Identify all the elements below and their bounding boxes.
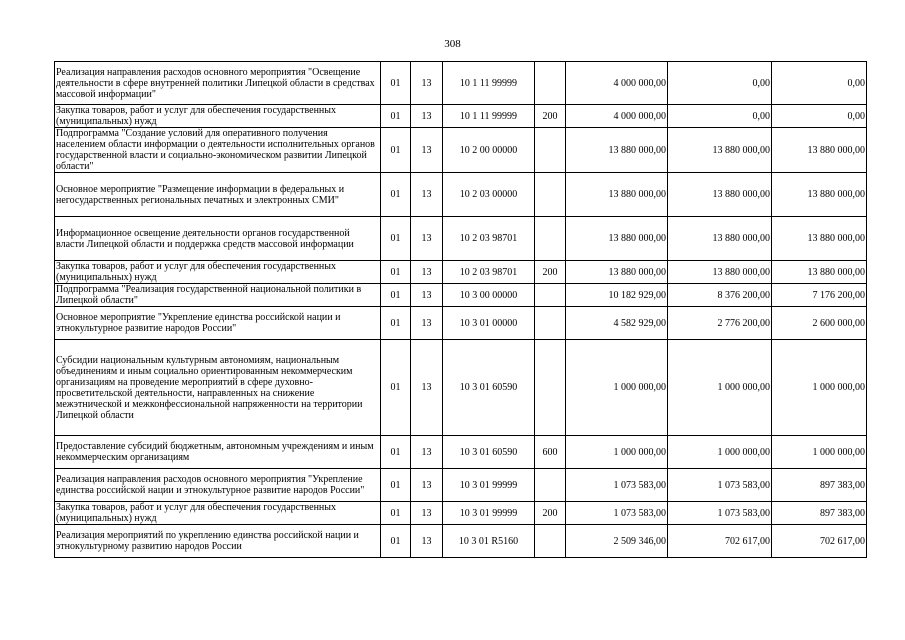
section-code: 01 <box>381 525 411 558</box>
table-row <box>55 62 867 105</box>
row-name: Закупка товаров, работ и услуг для обеспечения государственных (муниципальных) нужд <box>55 261 381 284</box>
section-code: 01 <box>381 340 411 436</box>
amount-year-2: 1 073 583,00 <box>668 502 772 525</box>
expense-type-code <box>535 128 566 173</box>
section-code: 01 <box>381 469 411 502</box>
table-row <box>55 284 867 307</box>
row-name: Субсидии национальным культурным автономиям, национальным объединениям и иным социально ориентированным некоммерческим организациям на проведение мероприятий в сфере духовно-просветительской деятельности, направленных на снижение межэтнической и межконфессиональной напряженности на территории Липецкой области <box>55 340 381 436</box>
row-name: Закупка товаров, работ и услуг для обеспечения государственных (муниципальных) нужд <box>55 105 381 128</box>
expense-type-code <box>535 307 566 340</box>
amount-year-1: 13 880 000,00 <box>566 173 668 217</box>
target-article-code: 10 1 11 99999 <box>443 62 535 105</box>
row-name: Подпрограмма "Реализация государственной национальной политики в Липецкой области" <box>55 284 381 307</box>
budget-table <box>54 61 867 558</box>
expense-type-code <box>535 469 566 502</box>
table-body <box>55 62 867 558</box>
amount-year-2: 13 880 000,00 <box>668 128 772 173</box>
amount-year-1: 4 582 929,00 <box>566 307 668 340</box>
row-name: Предоставление субсидий бюджетным, автономным учреждениям и иным некоммерческим организациям <box>55 436 381 469</box>
target-article-code: 10 3 01 60590 <box>443 436 535 469</box>
amount-year-2: 8 376 200,00 <box>668 284 772 307</box>
amount-year-3: 1 000 000,00 <box>772 436 867 469</box>
subsection-code: 13 <box>411 436 443 469</box>
amount-year-3: 897 383,00 <box>772 469 867 502</box>
section-code: 01 <box>381 217 411 261</box>
subsection-code: 13 <box>411 217 443 261</box>
row-name: Подпрограмма "Создание условий для оперативного получения населением области информации о деятельности исполнительных органов государственной власти и социально-экономическом развитии Липецкой области" <box>55 128 381 173</box>
expense-type-code <box>535 173 566 217</box>
expense-type-code: 200 <box>535 105 566 128</box>
subsection-code: 13 <box>411 469 443 502</box>
amount-year-3: 702 617,00 <box>772 525 867 558</box>
subsection-code: 13 <box>411 502 443 525</box>
amount-year-3: 13 880 000,00 <box>772 261 867 284</box>
target-article-code: 10 3 01 99999 <box>443 502 535 525</box>
table-row <box>55 173 867 217</box>
target-article-code: 10 3 00 00000 <box>443 284 535 307</box>
amount-year-2: 1 000 000,00 <box>668 436 772 469</box>
expense-type-code <box>535 340 566 436</box>
amount-year-2: 0,00 <box>668 62 772 105</box>
target-article-code: 10 3 01 00000 <box>443 307 535 340</box>
amount-year-2: 13 880 000,00 <box>668 217 772 261</box>
table-row <box>55 261 867 284</box>
row-name: Реализация направления расходов основного мероприятия "Укрепление единства российской нации и этнокультурное развитие народов России" <box>55 469 381 502</box>
amount-year-3: 0,00 <box>772 62 867 105</box>
subsection-code: 13 <box>411 284 443 307</box>
amount-year-2: 13 880 000,00 <box>668 261 772 284</box>
table-row <box>55 502 867 525</box>
amount-year-1: 1 073 583,00 <box>566 469 668 502</box>
amount-year-1: 13 880 000,00 <box>566 217 668 261</box>
amount-year-1: 1 000 000,00 <box>566 340 668 436</box>
section-code: 01 <box>381 436 411 469</box>
table-row <box>55 307 867 340</box>
section-code: 01 <box>381 128 411 173</box>
amount-year-2: 702 617,00 <box>668 525 772 558</box>
expense-type-code: 200 <box>535 502 566 525</box>
amount-year-1: 10 182 929,00 <box>566 284 668 307</box>
row-name: Информационное освещение деятельности органов государственной власти Липецкой области и поддержка средств массовой информации <box>55 217 381 261</box>
expense-type-code <box>535 217 566 261</box>
target-article-code: 10 3 01 99999 <box>443 469 535 502</box>
row-name: Реализация направления расходов основного мероприятия "Освещение деятельности в сфере внутренней политики Липецкой области в средствах массовой информации" <box>55 62 381 105</box>
target-article-code: 10 3 01 60590 <box>443 340 535 436</box>
amount-year-3: 0,00 <box>772 105 867 128</box>
row-name: Основное мероприятие "Размещение информации в федеральных и негосударственных региональных печатных и электронных СМИ" <box>55 173 381 217</box>
amount-year-3: 13 880 000,00 <box>772 173 867 217</box>
table-row <box>55 217 867 261</box>
amount-year-2: 2 776 200,00 <box>668 307 772 340</box>
section-code: 01 <box>381 62 411 105</box>
amount-year-1: 13 880 000,00 <box>566 261 668 284</box>
amount-year-1: 13 880 000,00 <box>566 128 668 173</box>
amount-year-1: 2 509 346,00 <box>566 525 668 558</box>
table-row <box>55 105 867 128</box>
page-number: 308 <box>444 38 461 50</box>
amount-year-1: 4 000 000,00 <box>566 105 668 128</box>
amount-year-3: 2 600 000,00 <box>772 307 867 340</box>
amount-year-2: 1 000 000,00 <box>668 340 772 436</box>
amount-year-3: 897 383,00 <box>772 502 867 525</box>
target-article-code: 10 1 11 99999 <box>443 105 535 128</box>
expense-type-code <box>535 525 566 558</box>
section-code: 01 <box>381 261 411 284</box>
target-article-code: 10 2 00 00000 <box>443 128 535 173</box>
target-article-code: 10 3 01 R5160 <box>443 525 535 558</box>
subsection-code: 13 <box>411 525 443 558</box>
target-article-code: 10 2 03 00000 <box>443 173 535 217</box>
amount-year-3: 13 880 000,00 <box>772 217 867 261</box>
amount-year-1: 1 000 000,00 <box>566 436 668 469</box>
expense-type-code <box>535 284 566 307</box>
section-code: 01 <box>381 284 411 307</box>
table-row <box>55 340 867 436</box>
expense-type-code <box>535 62 566 105</box>
row-name: Реализация мероприятий по укреплению единства российской нации и этнокультурному развитию народов России <box>55 525 381 558</box>
subsection-code: 13 <box>411 173 443 217</box>
section-code: 01 <box>381 173 411 217</box>
subsection-code: 13 <box>411 340 443 436</box>
amount-year-3: 7 176 200,00 <box>772 284 867 307</box>
subsection-code: 13 <box>411 261 443 284</box>
section-code: 01 <box>381 105 411 128</box>
section-code: 01 <box>381 502 411 525</box>
table-row <box>55 469 867 502</box>
subsection-code: 13 <box>411 105 443 128</box>
target-article-code: 10 2 03 98701 <box>443 261 535 284</box>
row-name: Закупка товаров, работ и услуг для обеспечения государственных (муниципальных) нужд <box>55 502 381 525</box>
amount-year-3: 1 000 000,00 <box>772 340 867 436</box>
amount-year-2: 13 880 000,00 <box>668 173 772 217</box>
amount-year-1: 4 000 000,00 <box>566 62 668 105</box>
table-row <box>55 128 867 173</box>
expense-type-code: 200 <box>535 261 566 284</box>
expense-type-code: 600 <box>535 436 566 469</box>
amount-year-2: 1 073 583,00 <box>668 469 772 502</box>
amount-year-1: 1 073 583,00 <box>566 502 668 525</box>
amount-year-3: 13 880 000,00 <box>772 128 867 173</box>
table-row <box>55 436 867 469</box>
subsection-code: 13 <box>411 307 443 340</box>
table-row <box>55 525 867 558</box>
row-name: Основное мероприятие "Укрепление единства российской нации и этнокультурное развитие народов России" <box>55 307 381 340</box>
amount-year-2: 0,00 <box>668 105 772 128</box>
target-article-code: 10 2 03 98701 <box>443 217 535 261</box>
subsection-code: 13 <box>411 62 443 105</box>
section-code: 01 <box>381 307 411 340</box>
subsection-code: 13 <box>411 128 443 173</box>
